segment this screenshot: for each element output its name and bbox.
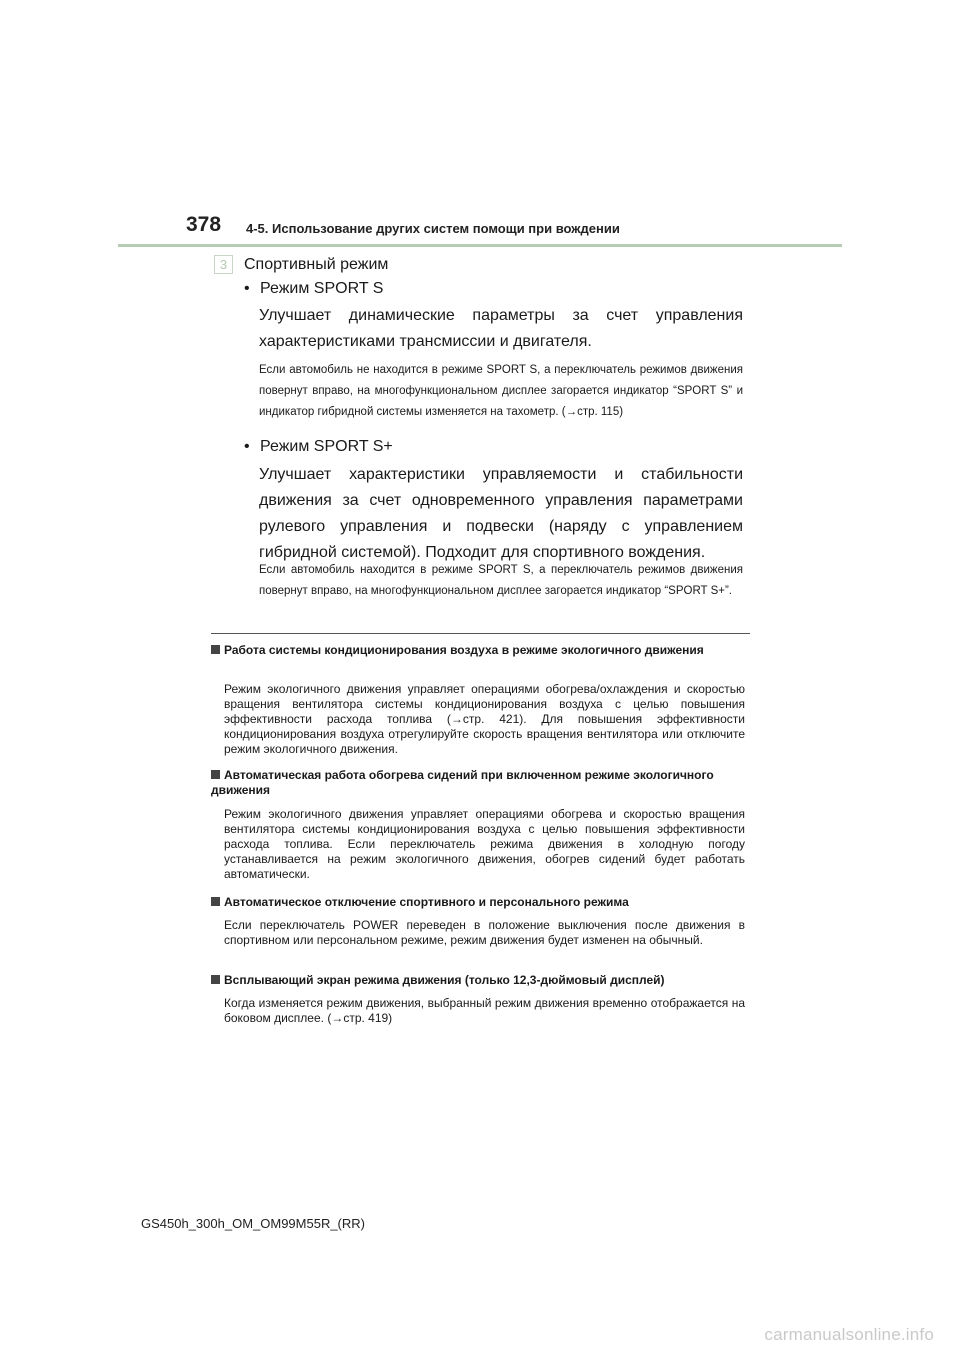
bullet-sport-s-plus (244, 438, 393, 456)
footer-manual-code: GS450h_300h_OM_OM99M55R_(RR) (141, 1216, 365, 1231)
note-heading-text: Работа системы кондиционирования воздуха в режиме экологичного движения (224, 643, 704, 657)
watermark: carmanualsonline.info (764, 1325, 934, 1344)
note-heading (211, 895, 750, 910)
note-body: Режим экологичного движения управляет операциями обогрева/охлаждения и скоростью вращения вентилятора системы кондиционирования воздуха с целью повышения эффективности расхода топлива (→стр. 421). Для повышения эффективности кондиционирования воздуха отрегулируйте скорость вращения вентилятора или отключите режим экологичного движения. (224, 682, 745, 756)
note-heading (211, 973, 750, 988)
step-title: Спортивный режим (244, 256, 389, 273)
square-bullet-icon (211, 897, 220, 906)
note-heading (211, 643, 750, 658)
note-heading-text: Всплывающий экран режима движения (только 12,3-дюймовый дисплей) (224, 973, 665, 987)
step-number-badge: 3 (214, 255, 233, 274)
sport-s-description: Улучшает динамические параметры за счет управления характеристиками трансмиссии и двигателя. (259, 307, 743, 350)
note-heading-text: Автоматическая работа обогрева сидений при включенном режиме экологичного движения (211, 768, 714, 797)
bullet-dot-icon: • (244, 438, 250, 455)
page-number: 378 (186, 213, 222, 236)
note-body: Когда изменяется режим движения, выбранный режим движения временно отображается на боковом дисплее. (→стр. 419) (224, 996, 745, 1025)
note-body: Режим экологичного движения управляет операциями обогрева и скоростью вращения вентилятора системы кондиционирования воздуха с целью повышения эффективности расхода топлива. Если переключатель режима движения в холодную погоду устанавливается на режим экологичного движения, обогрев сидений будет работать автоматически. (224, 807, 745, 881)
square-bullet-icon (211, 770, 220, 779)
note-heading (211, 768, 750, 798)
sport-s-plus-description: Улучшает характеристики управляемости и стабильности движения за счет одновременного управления параметрами рулевого управления и подвески (наряду с управлением гибридной системой). Подходит для спортивного вождения. (259, 466, 743, 561)
sport-s-plus-note: Если автомобиль находится в режиме SPORT S, а переключатель режимов движения повернут вправо, на многофункциональном дисплее загорается индикатор “SPORT S+”. (259, 564, 743, 597)
square-bullet-icon (211, 975, 220, 984)
sport-s-note: Если автомобиль не находится в режиме SPORT S, а переключатель режимов движения повернут вправо, на многофункциональном дисплее загорается индикатор “SPORT S” и индикатор гибридной системы изменяется на тахометр. (→стр. 115) (259, 364, 743, 418)
bullet-label: Режим SPORT S+ (260, 438, 393, 455)
bullet-sport-s (244, 280, 383, 298)
square-bullet-icon (211, 645, 220, 654)
note-heading-text: Автоматическое отключение спортивного и персонального режима (224, 895, 629, 909)
header-rule (118, 244, 842, 247)
section-title: 4-5. Использование других систем помощи при вождении (246, 221, 620, 236)
section-divider (211, 633, 750, 634)
note-body: Если переключатель POWER переведен в положение выключения после движения в спортивном или персональном режиме, режим движения будет изменен на обычный. (224, 918, 745, 947)
bullet-dot-icon: • (244, 280, 250, 297)
bullet-label: Режим SPORT S (260, 280, 384, 297)
